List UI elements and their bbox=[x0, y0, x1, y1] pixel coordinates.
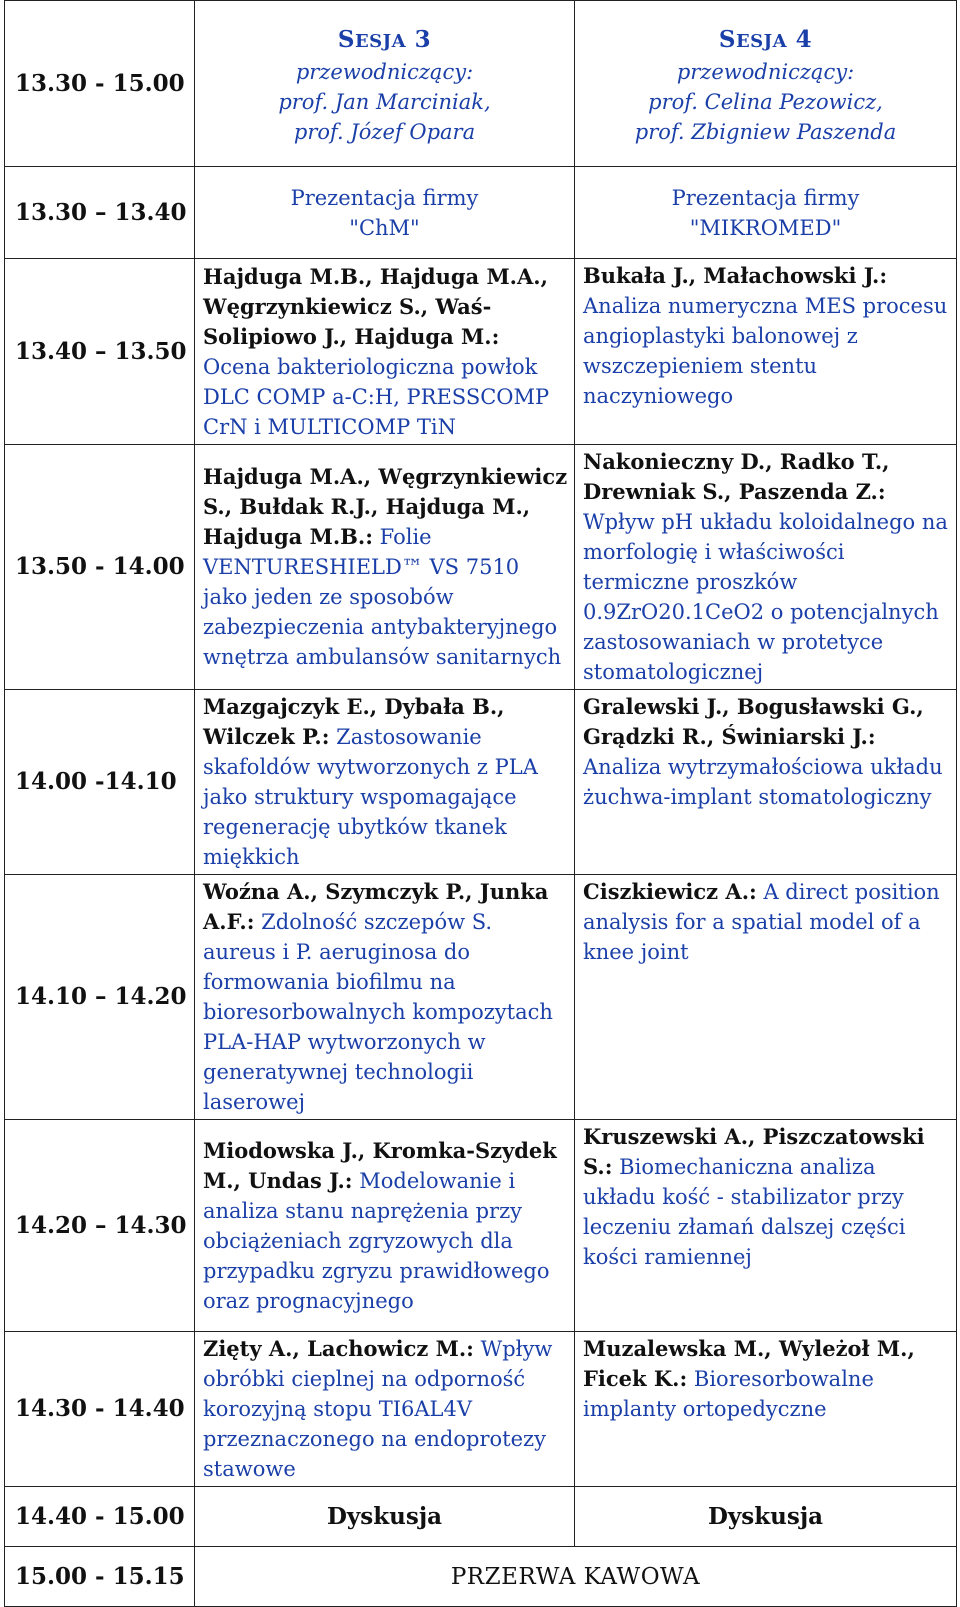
session-4-talk bbox=[575, 1332, 957, 1487]
session-3-talk bbox=[195, 875, 575, 1120]
session-4-talk bbox=[575, 875, 957, 1120]
talk-row bbox=[5, 445, 957, 690]
talk-row bbox=[5, 1332, 957, 1487]
session-4-discussion: Dyskusja bbox=[575, 1487, 957, 1547]
session-header-row bbox=[5, 1, 957, 167]
talk-title: Analiza numeryczna MES procesu angioplastyki balonowej z wszczepieniem stentu naczyniowego bbox=[583, 294, 948, 408]
talk-authors: Zięty A., Lachowicz M.: bbox=[203, 1336, 474, 1361]
time-cell: 14.20 – 14.30 bbox=[5, 1120, 195, 1332]
session-4-talk bbox=[575, 690, 957, 875]
session-3-header bbox=[195, 1, 575, 167]
time-cell: 13.40 – 13.50 bbox=[5, 259, 195, 445]
talk-row bbox=[5, 259, 957, 445]
discussion-row bbox=[5, 1487, 957, 1547]
time-cell: 13.30 – 13.40 bbox=[5, 167, 195, 259]
talk-authors: Hajduga M.A., Węgrzynkiewicz S., Bułdak R.J., Hajduga M., Hajduga M.B.: bbox=[203, 464, 568, 549]
talk-title: Wpływ pH układu koloidalnego na morfologię i właściwości termiczne proszków 0.9ZrO20.1CeO2 o potencjalnych zastosowaniach w protetyce stomatologicznej bbox=[583, 510, 948, 684]
talk-authors: Muzalewska M., Wyleżoł M., Ficek K.: bbox=[583, 1336, 915, 1391]
session-3-discussion: Dyskusja bbox=[195, 1487, 575, 1547]
session-3-chair-2: prof. Józef Opara bbox=[293, 119, 476, 144]
session-3-talk bbox=[195, 1120, 575, 1332]
session-4-talk bbox=[575, 1120, 957, 1332]
session-4-header bbox=[575, 1, 957, 167]
session-schedule-table bbox=[4, 0, 957, 1607]
talk-authors: Hajduga M.B., Hajduga M.A., Węgrzynkiewicz S., Waś-Solipiowo J., Hajduga M.: bbox=[203, 263, 548, 349]
talk-authors: Miodowska J., Kromka-Szydek M., Undas J.: bbox=[203, 1137, 557, 1193]
time-cell: 14.00 -14.10 bbox=[5, 690, 195, 875]
session-3-chair-label: przewodniczący: bbox=[295, 59, 474, 84]
talk-authors: Mazgajczyk E., Dybała B., Wilczek P.: bbox=[203, 694, 505, 749]
session-3-chair-1: prof. Jan Marciniak, bbox=[278, 89, 491, 114]
talk-row bbox=[5, 690, 957, 875]
session-3-title: SESJA 3 bbox=[337, 25, 432, 53]
talk-authors: Ciszkiewicz A.: bbox=[583, 879, 757, 904]
talk-row bbox=[5, 1120, 957, 1332]
time-cell: 15.00 - 15.15 bbox=[5, 1547, 195, 1607]
talk-title: A direct position analysis for a spatial model of a knee joint bbox=[583, 880, 940, 964]
talk-authors: Gralewski J., Bogusławski G., Grądzki R., Świniarski J.: bbox=[583, 694, 924, 749]
session-4-talk bbox=[575, 259, 957, 445]
session-3-presentation: Prezentacja firmy "ChM" bbox=[195, 167, 575, 259]
session-3-talk bbox=[195, 1332, 575, 1487]
session-3-talk bbox=[195, 690, 575, 875]
talk-title: Biomechaniczna analiza układu kość - stabilizator przy leczeniu złamań dalszej części kości ramiennej bbox=[583, 1155, 906, 1269]
talk-title: Wpływ obróbki cieplnej na odporność korozyjną stopu TI6AL4V przeznaczonego na endoprotezy stawowe bbox=[203, 1337, 553, 1481]
session-4-title: SESJA 4 bbox=[718, 25, 813, 53]
session-4-chair-2: prof. Zbigniew Paszenda bbox=[634, 119, 897, 144]
session-3-talk bbox=[195, 445, 575, 690]
talk-authors: Bukała J., Małachowski J.: bbox=[583, 263, 888, 288]
presentation-row bbox=[5, 167, 957, 259]
talk-title: Bioresorbowalne implanty ortopedyczne bbox=[583, 1367, 874, 1421]
talk-authors: Kruszewski A., Piszczatowski S.: bbox=[583, 1124, 925, 1179]
talk-row bbox=[5, 875, 957, 1120]
session-3-talk bbox=[195, 259, 575, 445]
session-4-talk bbox=[575, 445, 957, 690]
time-cell: 13.30 - 15.00 bbox=[5, 1, 195, 167]
coffee-break-label: PRZERWA KAWOWA bbox=[195, 1547, 957, 1607]
talk-authors: Nakonieczny D., Radko T., Drewniak S., Paszenda Z.: bbox=[583, 449, 890, 504]
talk-title: Ocena bakteriologiczna powłok DLC COMP a-C:H, PRESSCOMP CrN i MULTICOMP TiN bbox=[203, 354, 550, 439]
talk-title: Modelowanie i analiza stanu naprężenia przy obciążeniach zgryzowych dla przypadku zgryzu prawidłowego oraz prognacyjnego bbox=[203, 1168, 550, 1313]
time-cell: 14.10 – 14.20 bbox=[5, 875, 195, 1120]
time-cell: 13.50 - 14.00 bbox=[5, 445, 195, 690]
talk-title: Zastosowanie skafoldów wytworzonych z PLA jako struktury wspomagające regenerację ubytków tkanek miękkich bbox=[203, 725, 538, 869]
session-4-presentation: Prezentacja firmy "MIKROMED" bbox=[575, 167, 957, 259]
session-4-chair-label: przewodniczący: bbox=[676, 59, 855, 84]
time-cell: 14.40 - 15.00 bbox=[5, 1487, 195, 1547]
talk-title: Analiza wytrzymałościowa układu żuchwa-implant stomatologiczny bbox=[583, 755, 943, 809]
talk-title: Folie VENTURESHIELD™ VS 7510 jako jeden ze sposobów zabezpieczenia antybakteryjnego wnętrza ambulansów sanitarnych bbox=[203, 525, 562, 669]
talk-title: Zdolność szczepów S. aureus i P. aeruginosa do formowania biofilmu na bioresorbowalnych kompozytach PLA-HAP wytworzonych w generatywnej technologii laserowej bbox=[203, 910, 553, 1114]
time-cell: 14.30 - 14.40 bbox=[5, 1332, 195, 1487]
talk-authors: Woźna A., Szymczyk P., Junka A.F.: bbox=[203, 879, 549, 934]
coffee-break-row bbox=[5, 1547, 957, 1607]
session-4-chair-1: prof. Celina Pezowicz, bbox=[648, 89, 883, 114]
